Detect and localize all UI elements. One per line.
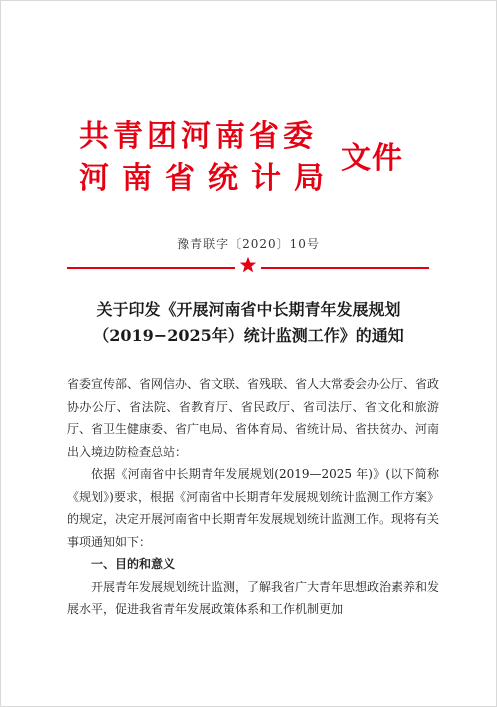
page-bottom-fade xyxy=(1,646,496,706)
red-divider-left xyxy=(67,267,235,269)
star-icon xyxy=(239,256,257,274)
issuer-header xyxy=(79,119,439,201)
notice-title xyxy=(1,297,496,349)
section-1-paragraph: 开展青年发展规划统计监测，了解我省广大青年思想政治素养和发展水平，促进我省青年发展政策体系和工作机制更加 xyxy=(67,579,440,616)
notice-title-line-1: 关于印发《开展河南省中长期青年发展规划 xyxy=(96,300,401,319)
issuer-line-1: 共青团河南省委 xyxy=(79,119,317,154)
document-type-label: 文件 xyxy=(341,141,403,176)
notice-title-line-2: （2019−2025年）统计监测工作》的通知 xyxy=(93,326,404,345)
recipients-paragraph: 省委宣传部、省网信办、省文联、省残联、省人大常委会办公厅、省政协办公厅、省法院、省教育厅、省民政厅、省司法厅、省文化和旅游厅、省卫生健康委、省广电局、省体育局、省统计局、省扶贫办、河南出入境边防检查总站： xyxy=(67,377,440,459)
document-number: 豫青联字〔2020〕10号 xyxy=(177,237,320,251)
section-1-heading: 一、目的和意义 xyxy=(91,557,176,571)
intro-paragraph: 依据《河南省中长期青年发展规划(2019—2025 年)》(以下简称《规划》)要求，根据《河南省中长期青年发展规划统计监测工作方案》的规定，决定开展河南省中长期青年发展规划统计监测工作。现将有关事项通知如下： xyxy=(67,467,440,549)
issuer-line-2: 河南省统计局 xyxy=(79,161,337,196)
red-divider-right xyxy=(261,267,429,269)
notice-body xyxy=(67,373,439,621)
